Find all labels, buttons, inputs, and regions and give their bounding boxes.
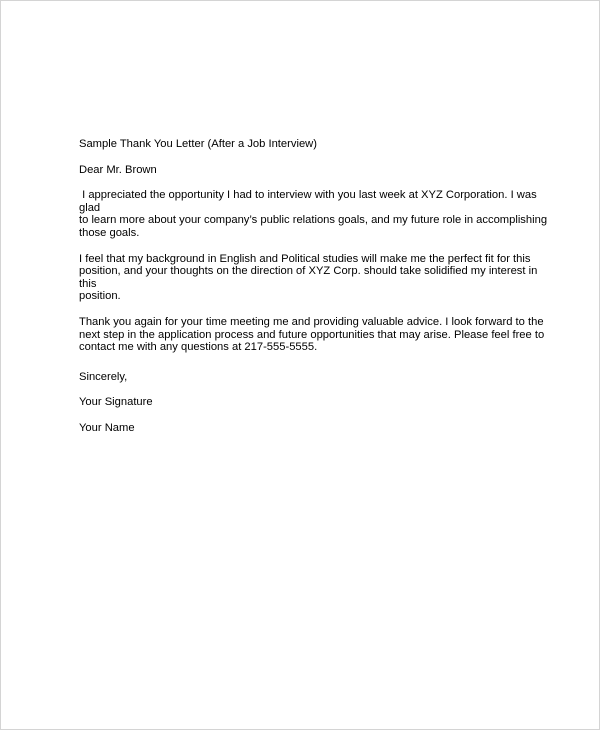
letter-signature: Your Signature — [79, 396, 153, 409]
letter-closing: Sincerely, — [79, 370, 128, 383]
letter-sender-name: Your Name — [79, 421, 135, 434]
letter-paragraph-3: Thank you again for your time meeting me and providing valuable advice. I look forward to the next step in the application process and future opportunities that may arise. Please feel free to contact me with any questions at 217-555-5555. — [79, 315, 545, 354]
letter-paragraph-1: I appreciated the opportunity I had to interview with you last week at XYZ Corporation. I was glad to learn more about your company’s public relations goals, and my future role in accomplishing those goals. — [79, 189, 548, 239]
letter-title: Sample Thank You Letter (After a Job Interview) — [79, 138, 317, 150]
letter-paragraph-2: I feel that my background in English and Political studies will make me the perfect fit for this position, and your thoughts on the direction of XYZ Corp. should take solidified my interest in this position. — [79, 252, 538, 303]
letter-salutation: Dear Mr. Brown — [79, 163, 157, 176]
letter-body — [79, 138, 549, 435]
